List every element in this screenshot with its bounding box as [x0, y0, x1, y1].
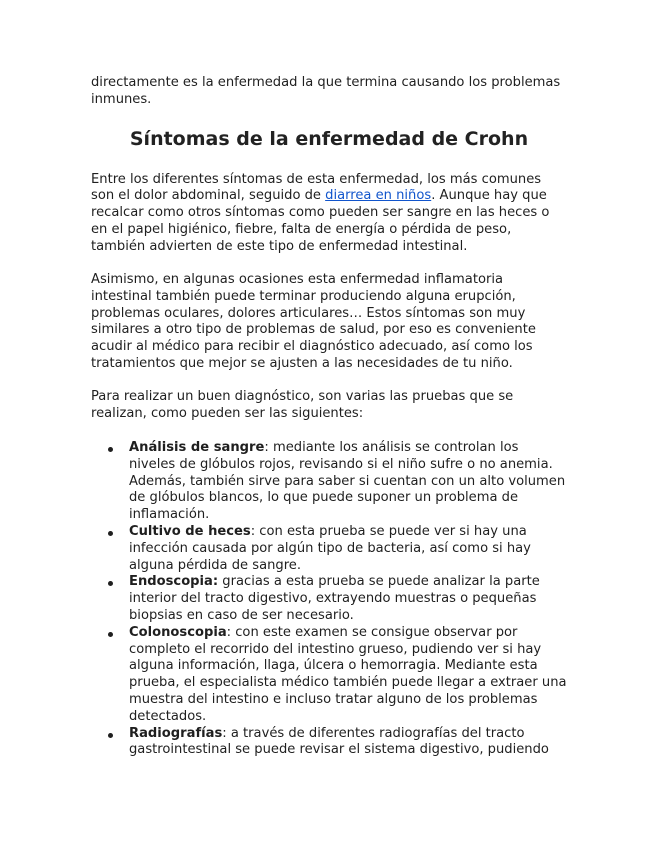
symptoms-paragraph	[91, 172, 567, 256]
list-item-term: Endoscopia:	[129, 574, 219, 590]
list-item-xrays	[129, 726, 567, 760]
list-item-term: Análisis de sangre	[129, 439, 265, 455]
list-item-term: Cultivo de heces	[129, 523, 251, 539]
list-item-description: : con este examen se consigue observar por completo el recorrido del intestino grueso, pudiendo ver si hay alguna información, llaga, úlcera o hemorragia. Mediante esta prueba, el especialista médico también puede llegar a extraer una muestra del intestino e incluso tratar alguno de los problemas detectados.	[129, 624, 567, 724]
list-item-term: Colonoscopia	[129, 624, 227, 640]
section-heading: Síntomas de la enfermedad de Crohn	[129, 127, 529, 150]
list-item-endoscopy	[129, 574, 567, 624]
list-item-colonoscopy	[129, 625, 567, 726]
list-item-stool-culture	[129, 524, 567, 574]
list-item-description: : mediante los análisis se controlan los niveles de glóbulos rojos, revisando si el niño sufre o no anemia. Además, también sirve para saber si cuentan con un alto volumen de glóbulos blancos, lo que puede suponer un problema de inflamación.	[129, 439, 566, 523]
tests-list	[91, 440, 567, 759]
list-item-description: : a través de diferentes radiografías del tracto gastrointestinal se puede revisar el sistema digestivo, pudiendo	[129, 725, 549, 758]
list-item-blood-test	[129, 440, 567, 524]
symptoms-text-end: . Aunque hay que recalcar como otros síntomas como pueden ser sangre en las heces o en el papel higiénico, fiebre, falta de energía o pérdida de peso, también advierten de este tipo de enfermedad intestinal.	[91, 188, 550, 254]
list-item-term: Radiografías	[129, 725, 223, 741]
symptoms-text-start: Entre los diferentes síntomas de esta enfermedad, los más comunes son el dolor abdominal, seguido de	[91, 171, 542, 204]
inflammation-paragraph: Asimismo, en algunas ocasiones esta enfermedad inflamatoria intestinal también puede terminar produciendo alguna erupción, problemas oculares, dolores articulares… Estos síntomas son muy similares a otro tipo de problemas de salud, por eso es conveniente acudir al médico para recibir el diagnóstico adecuado, así como los tratamientos que mejor se ajusten a las necesidades de tu niño.	[91, 272, 536, 372]
intro-paragraph: directamente es la enfermedad la que termina causando los problemas inmunes.	[91, 75, 561, 107]
diagnosis-intro-paragraph: Para realizar un buen diagnóstico, son varias las pruebas que se realizan, como pueden ser las siguientes:	[91, 389, 514, 422]
diarrea-link[interactable]: diarrea en niños	[325, 188, 432, 204]
list-item-description: : con esta prueba se puede ver si hay una infección causada por algún tipo de bacteria, así como si hay alguna pérdida de sangre.	[129, 523, 531, 573]
list-item-description: gracias a esta prueba se puede analizar la parte interior del tracto digestivo, extrayendo muestras o pequeñas biopsias en caso de ser necesario.	[129, 574, 540, 623]
